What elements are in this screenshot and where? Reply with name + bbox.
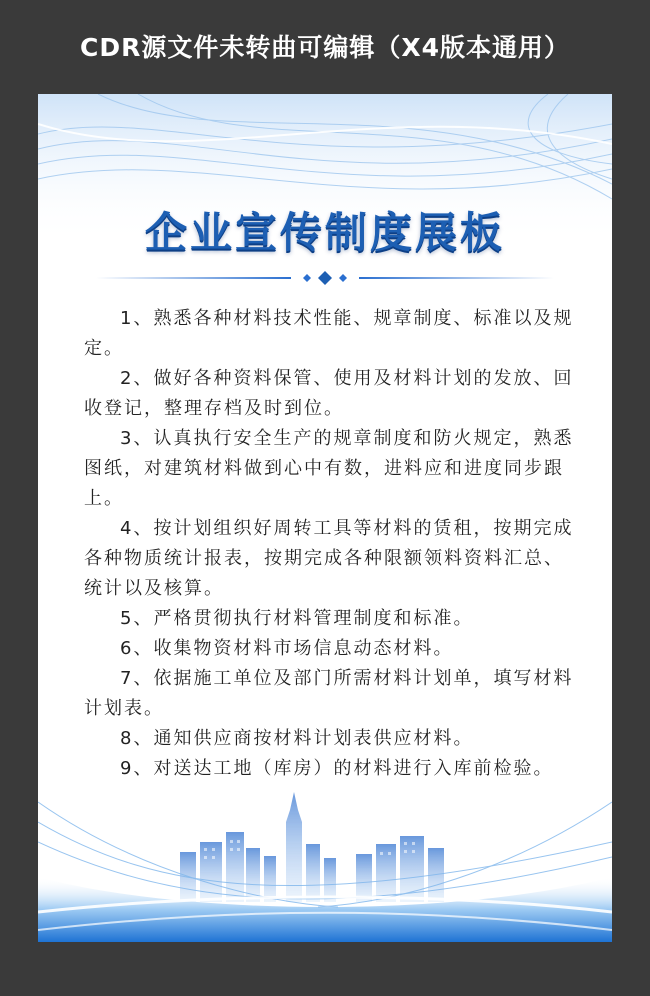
top-banner: [0, 0, 650, 92]
banner-text: CDR源文件未转曲可编辑（X4版本通用）: [79, 33, 571, 62]
list-item: 4、按计划组织好周转工具等材料的赁租，按期完成各种物质统计报表，按期完成各种限额领料资料汇总、统计以及核算。: [84, 518, 574, 599]
list-item: 6、收集物资材料市场信息动态材料。: [120, 638, 454, 659]
rules-list: [84, 304, 574, 784]
list-item: 2、做好各种资料保管、使用及材料计划的发放、回收登记，整理存档及时到位。: [84, 368, 574, 419]
city-skyline-decoration: [38, 782, 612, 942]
list-item: 3、认真执行安全生产的规章制度和防火规定，熟悉图纸，对建筑材料做到心中有数，进料应和进度同步跟上。: [84, 428, 574, 509]
list-item: 5、严格贯彻执行材料管理制度和标准。: [120, 608, 474, 629]
list-item: 8、通知供应商按材料计划表供应材料。: [120, 728, 474, 749]
poster-board: [38, 94, 612, 942]
list-item: 9、对送达工地（库房）的材料进行入库前检验。: [120, 758, 554, 779]
board-title: 企业宣传制度展板: [144, 208, 505, 257]
list-item: 1、熟悉各种材料技术性能、规章制度、标准以及规定。: [84, 308, 574, 359]
wave-decoration-top: [38, 94, 612, 294]
divider-diamonds: [96, 270, 554, 286]
list-item: 7、依据施工单位及部门所需材料计划单，填写材料计划表。: [84, 668, 574, 719]
